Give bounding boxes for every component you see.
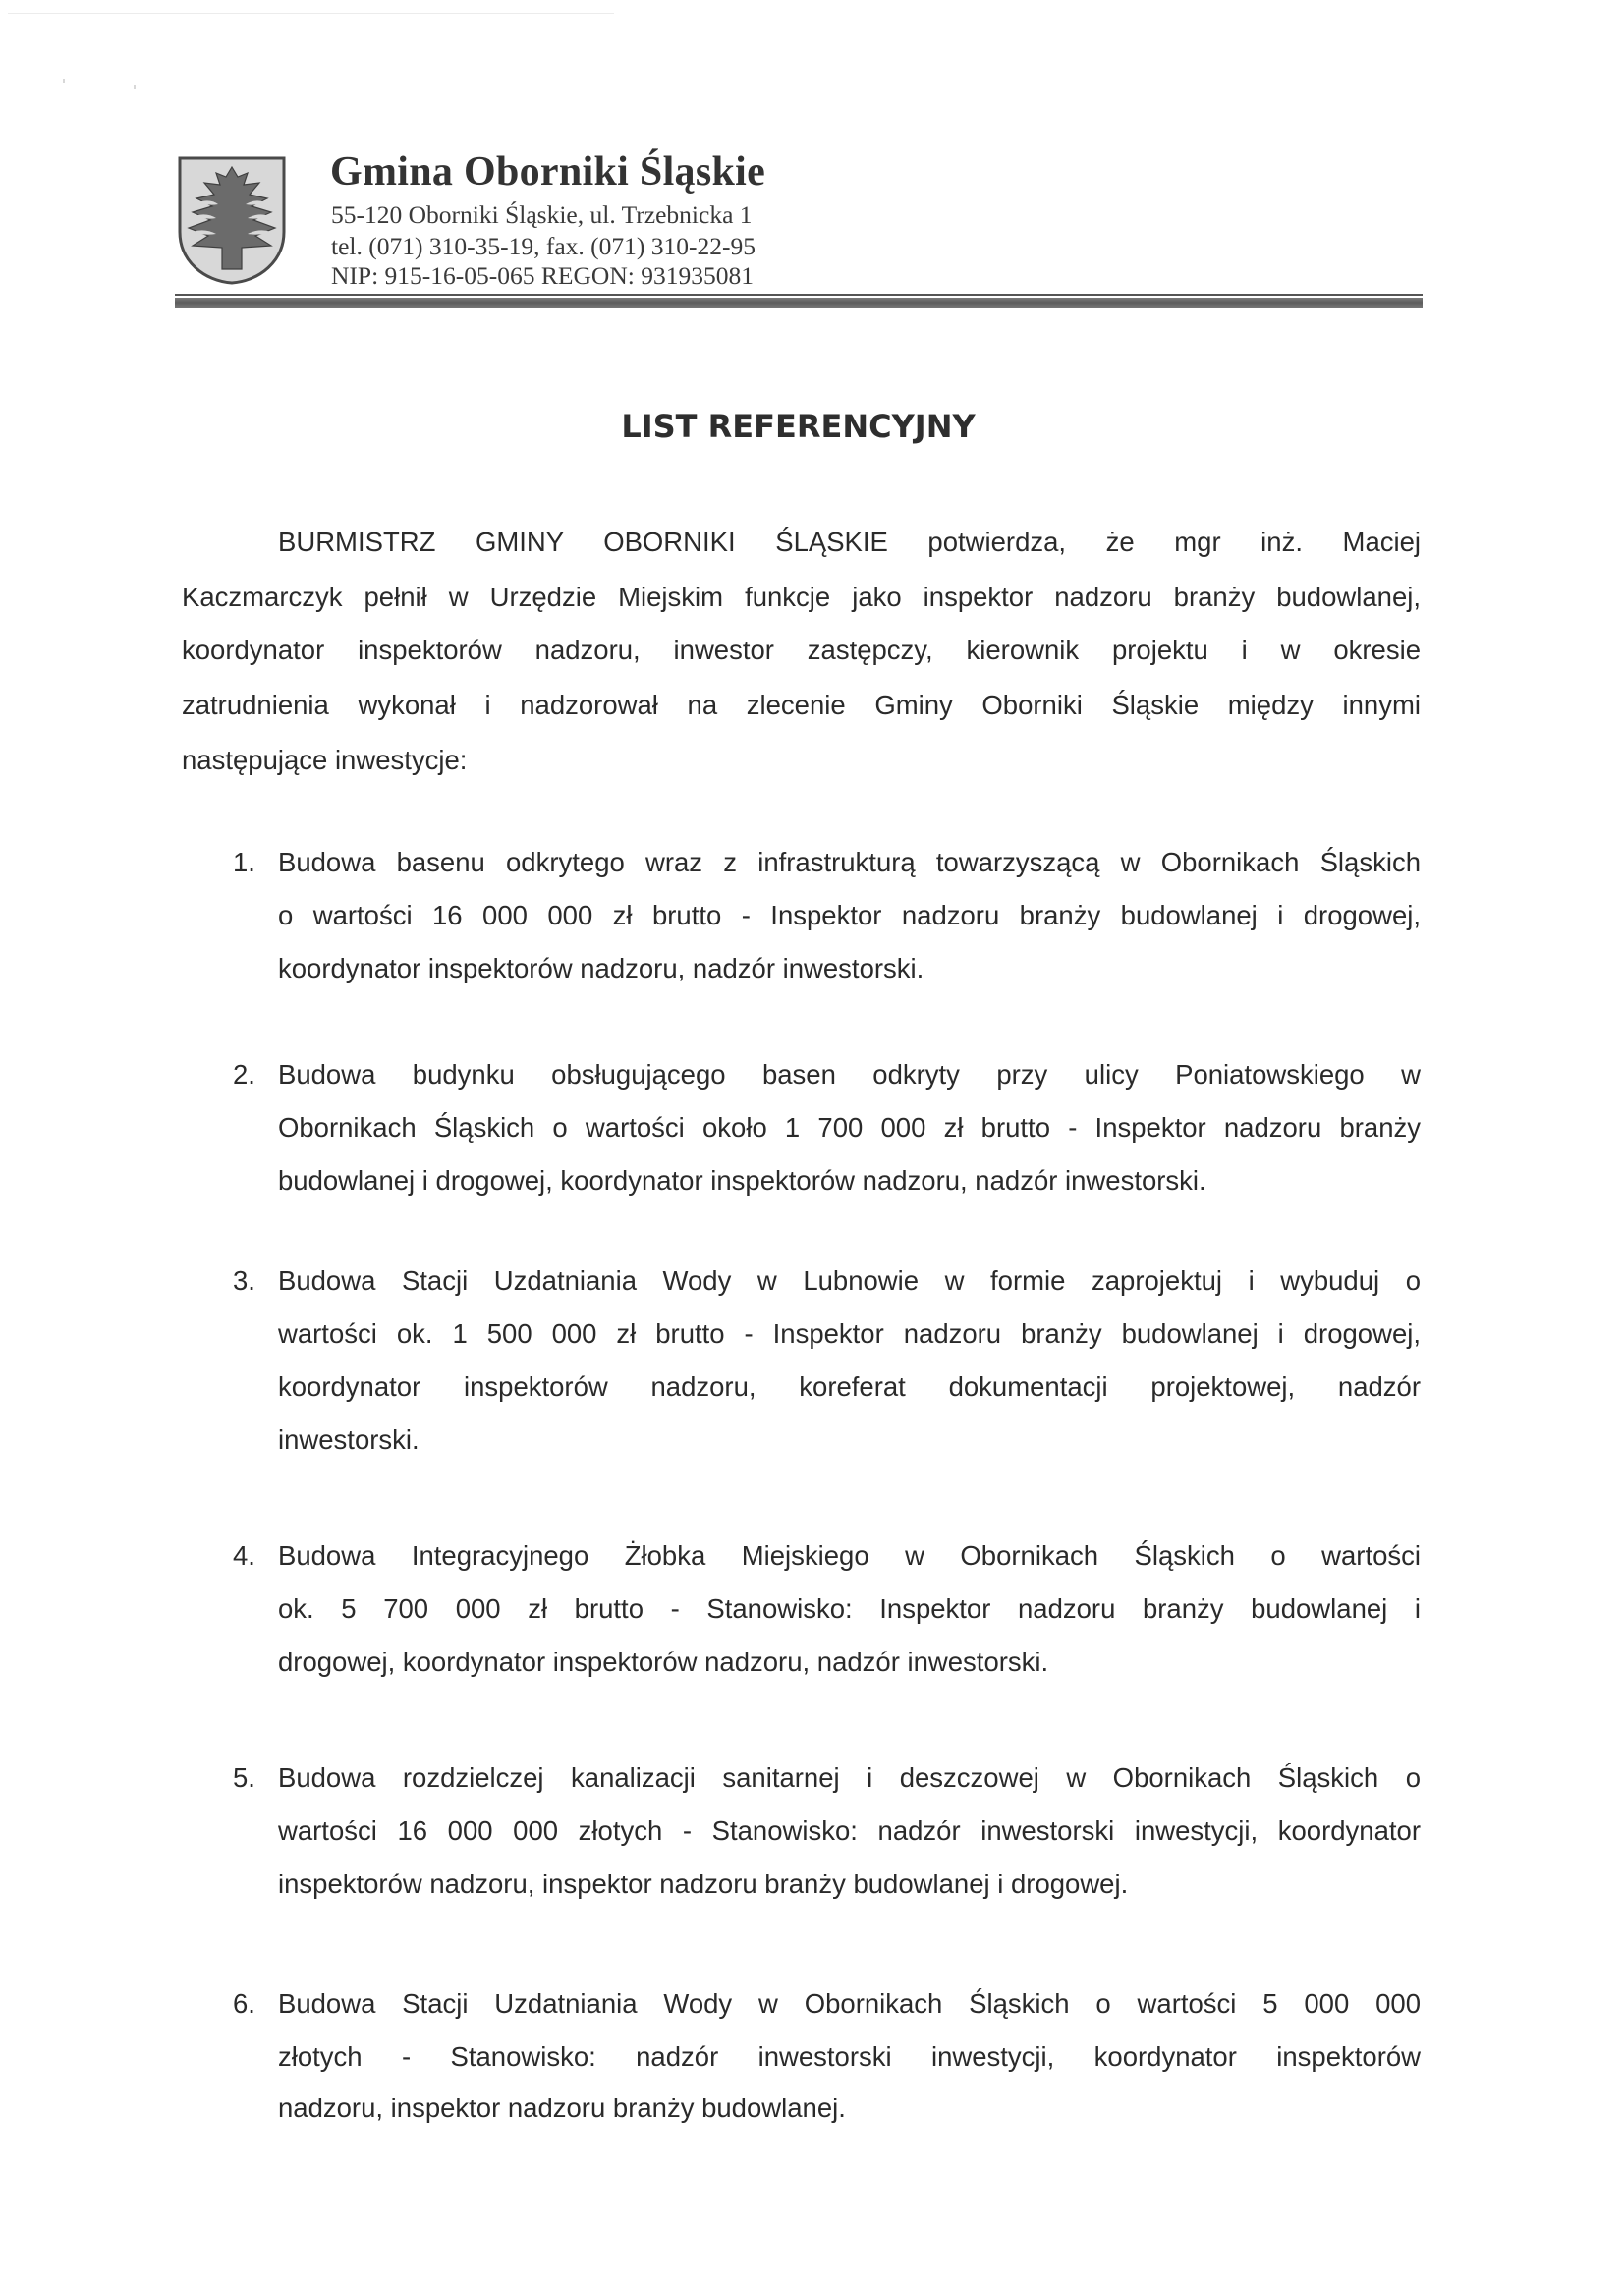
item-line: Budowa Stacji Uzdatniania Wody w Lubnowie w formie zaprojektuj i wybuduj o [278, 1265, 1421, 1296]
letterhead-rule-thick [175, 298, 1423, 308]
item-line: Budowa budynku obsługującego basen odkryty przy ulicy Poniatowskiego w [278, 1059, 1421, 1090]
municipality-ids: NIP: 915-16-05-065 REGON: 931935081 [331, 261, 754, 290]
item-line: Budowa Stacji Uzdatniania Wody w Obornikach Śląskich o wartości 5 000 000 [278, 1988, 1421, 2019]
item-line: ok. 5 700 000 zł brutto - Stanowisko: Inspektor nadzoru branży budowlanej i [278, 1594, 1421, 1624]
item-number: 4. [233, 1540, 255, 1571]
item-number: 5. [233, 1763, 255, 1793]
item-line: Budowa rozdzielczej kanalizacji sanitarnej i deszczowej w Obornikach Śląskich o [278, 1763, 1421, 1793]
intro-line: następujące inwestycje: [182, 745, 468, 775]
item-line: wartości ok. 1 500 000 zł brutto - Inspektor nadzoru branży budowlanej i drogowej, [278, 1318, 1421, 1349]
item-line: koordynator inspektorów nadzoru, koreferat dokumentacji projektowej, nadzór [278, 1372, 1421, 1402]
item-line: budowlanej i drogowej, koordynator inspektorów nadzoru, nadzór inwestorski. [278, 1165, 1206, 1196]
document-title [0, 405, 1624, 448]
item-line: Budowa Integracyjnego Żłobka Miejskiego w Obornikach Śląskich o wartości [278, 1540, 1421, 1571]
municipality-phone: tel. (071) 310-35-19, fax. (071) 310-22-95 [331, 232, 756, 260]
item-line: inspektorów nadzoru, inspektor nadzoru branży budowlanej i drogowej. [278, 1869, 1129, 1899]
scan-artifact-dot [63, 79, 65, 83]
item-line: złotych - Stanowisko: nadzór inwestorski inwestycji, koordynator inspektorów [278, 2042, 1421, 2072]
item-number: 3. [233, 1265, 255, 1296]
intro-line: Kaczmarczyk pełnił w Urzędzie Miejskim funkcje jako inspektor nadzoru branży budowlanej, [182, 582, 1421, 612]
letterhead-rule-thin [175, 294, 1423, 296]
intro-line: koordynator inspektorów nadzoru, inwestor zastępczy, kierownik projektu i w okresie [182, 635, 1421, 665]
item-number: 6. [233, 1988, 255, 2019]
municipality-name: Gmina Oborniki Śląskie [330, 149, 766, 195]
intro-line: BURMISTRZ GMINY OBORNIKI ŚLĄSKIE potwierdza, że mgr inż. Maciej [278, 527, 1421, 557]
document-title-text: LIST REFERENCYJNY [621, 408, 976, 445]
municipality-address: 55-120 Oborniki Śląskie, ul. Trzebnicka 1 [331, 200, 753, 229]
item-number: 1. [233, 847, 255, 877]
item-line: drogowej, koordynator inspektorów nadzoru, nadzór inwestorski. [278, 1647, 1049, 1677]
item-line: Budowa basenu odkrytego wraz z infrastrukturą towarzyszącą w Obornikach Śląskich [278, 847, 1421, 877]
item-line: inwestorski. [278, 1425, 420, 1455]
item-line: wartości 16 000 000 złotych - Stanowisko: nadzór inwestorski inwestycji, koordynator [278, 1816, 1421, 1846]
item-line: nadzoru, inspektor nadzoru branży budowlanej. [278, 2093, 846, 2123]
item-number: 2. [233, 1059, 255, 1090]
scan-artifact-dot [134, 85, 136, 89]
item-line: Obornikach Śląskich o wartości około 1 700 000 zł brutto - Inspektor nadzoru branży [278, 1112, 1421, 1143]
coat-of-arms-icon [177, 155, 287, 285]
scan-artifact-line [8, 13, 614, 14]
item-line: koordynator inspektorów nadzoru, nadzór inwestorski. [278, 953, 924, 983]
intro-line: zatrudnienia wykonał i nadzorował na zlecenie Gminy Oborniki Śląskie między innymi [182, 690, 1421, 720]
item-line: o wartości 16 000 000 zł brutto - Inspektor nadzoru branży budowlanej i drogowej, [278, 900, 1421, 930]
